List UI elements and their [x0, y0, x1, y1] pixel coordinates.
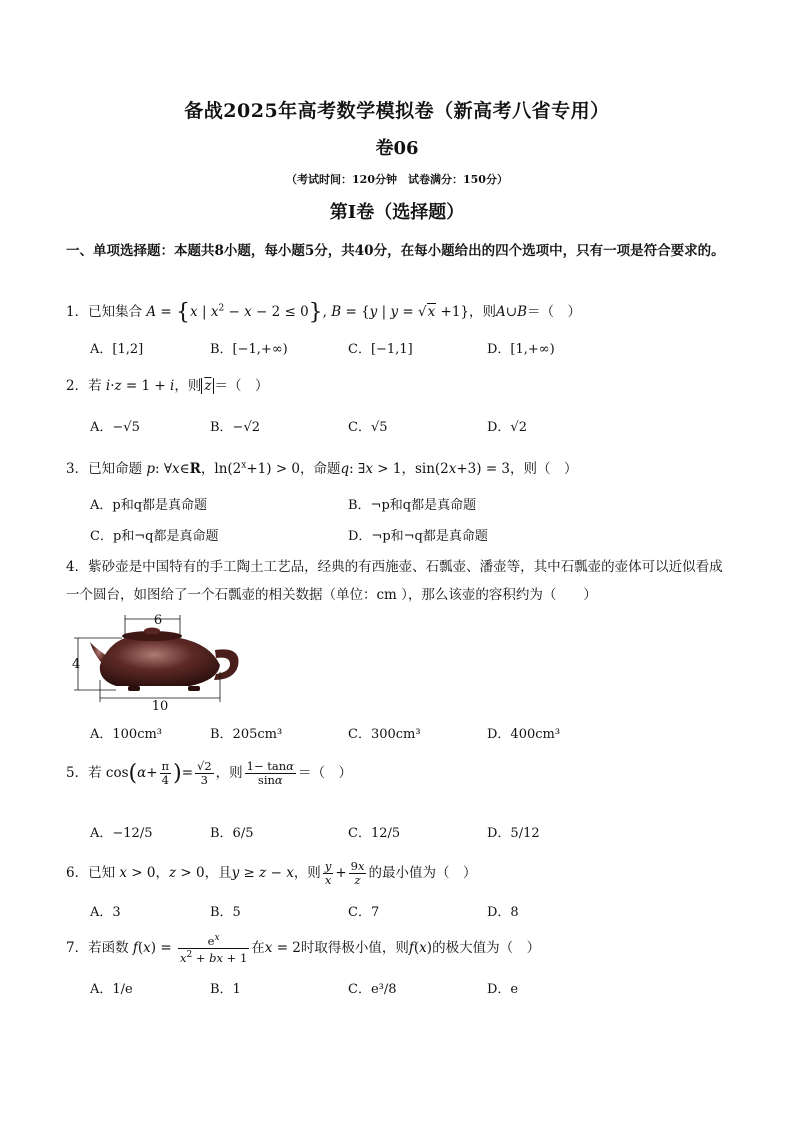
question-stem: 若函数 — [88, 939, 129, 956]
option-a: A．100cm³ — [90, 727, 163, 742]
option-d: D．[1,+∞) — [487, 342, 555, 357]
question-stem: 紫砂壶是中国特有的手工陶土工艺品，经典的有西施壶、石瓢壶、潘壶等，其中石瓢壶的壶体可以近似看成一个圆台，如图给了一个石瓢壶的相关数据（单位：cm ），那么该壶的容积约为（ ） — [66, 559, 723, 603]
teapot-foot — [128, 686, 140, 691]
option-d: D．¬p和¬q都是真命题 — [348, 529, 488, 544]
option-c: C．e³/8 — [348, 982, 397, 997]
question-2: 2．若 i·z = 1 + i，则 $\overline{z}$ ＝（ ） — [66, 378, 269, 394]
option-c: C．300cm³ — [348, 727, 421, 742]
option-b: B．1 — [210, 982, 241, 997]
question-number: 2． — [66, 378, 89, 394]
teapot-knob — [144, 628, 160, 635]
question-stem: 的极大值为（ ） — [432, 939, 541, 956]
question-7: 7．若函数 f(x) = $\frac{e^x}{x^2 + bx + 1}$ 在x = 2时取得极小值，则f(x)的极大值为（ ） — [66, 933, 541, 965]
option-c: C．p和¬q都是真命题 — [90, 529, 219, 544]
exam-title: 备战2025年高考数学模拟卷（新高考八省专用） — [184, 100, 610, 122]
question-stem: 若 — [88, 765, 102, 781]
teapot-figure — [70, 610, 250, 712]
question-stem: 已知 — [88, 865, 116, 881]
question-stem: 已知命题 — [88, 461, 143, 477]
part-title: 第I卷（选择题） — [329, 202, 465, 223]
question-stem: ＝（ ） — [297, 765, 352, 781]
option-d: D．5/12 — [487, 826, 540, 841]
teapot-body — [100, 638, 220, 686]
option-a: A．−√5 — [90, 420, 140, 435]
option-c: C．[−1,1] — [348, 342, 413, 357]
option-b: B．5 — [210, 905, 241, 920]
option-d: D．8 — [487, 905, 519, 920]
option-b: B．¬p和q都是真命题 — [348, 498, 477, 513]
question-stem: ，命题 — [300, 461, 341, 477]
formula: i — [105, 378, 111, 394]
option-a: A．3 — [90, 905, 121, 920]
option-d: D．√2 — [487, 420, 527, 435]
question-stem: ＝（ ） — [526, 304, 581, 320]
question-6: 6．已知 x > 0，z > 0，且y ≥ z − x，则 $\frac{y}{x}$ + $\frac{9x}{z}$ 的最小值为（ ） — [66, 859, 477, 887]
exam-subtitle: 卷06 — [375, 138, 419, 159]
question-stem: ，则 — [215, 765, 243, 781]
teapot-foot — [188, 686, 200, 691]
question-stem: 若 — [88, 378, 102, 394]
question-number: 1． — [66, 304, 89, 320]
question-stem: ，则 — [174, 378, 202, 394]
question-number: 7． — [66, 939, 89, 956]
question-number: 6． — [66, 865, 89, 881]
option-b: B．6/5 — [210, 826, 254, 841]
option-b: B．[−1,+∞) — [210, 342, 288, 357]
section-instruction: 一、单项选择题：本题共8小题，每小题5分，共40分，在每小题给出的四个选项中，只有一项是符合要求的。 — [66, 243, 725, 259]
question-stem: 的最小值为（ ） — [368, 865, 477, 881]
option-b: B．205cm³ — [210, 727, 283, 742]
question-4 — [66, 553, 730, 609]
formula: A — [146, 304, 157, 320]
option-c: C．7 — [348, 905, 380, 920]
question-stem: ＝（ ） — [214, 378, 269, 394]
question-stem: 时取得极小值，则 — [300, 939, 409, 956]
option-c: C．√5 — [348, 420, 388, 435]
exam-info: （考试时间：120分钟 试卷满分：150分） — [286, 173, 508, 186]
option-a: A．1/e — [90, 982, 133, 997]
question-number: 3． — [66, 461, 89, 477]
option-a: A．[1,2] — [90, 342, 144, 357]
option-c: C．12/5 — [348, 826, 401, 841]
question-stem: 在 — [251, 939, 265, 956]
option-a: A．p和q都是真命题 — [90, 498, 208, 513]
question-stem: ，则 — [469, 304, 496, 320]
dim-label-bottom: 10 — [151, 699, 169, 712]
dim-label-top: 6 — [153, 613, 163, 628]
option-d: D．400cm³ — [487, 727, 561, 742]
question-number: 5． — [66, 765, 89, 781]
option-a: A．−12/5 — [90, 826, 153, 841]
question-number: 4． — [66, 559, 89, 575]
question-stem: 已知集合 — [88, 304, 143, 320]
dim-label-left: 4 — [72, 657, 81, 672]
question-3: 3．已知命题 p: ∀x∈R，$\ln(2^x+1) > 0$，命题q: ∃x > 1，sin(2x+3) = 3，则（ ） — [66, 460, 578, 477]
question-stem: ，则（ ） — [510, 461, 578, 477]
question-1: 1．已知集合 A = {x | $x^2 - x - 2 \le 0$}, B = {y | y = √x +1}，则A∪B＝（ ） — [66, 300, 581, 325]
question-5: 5．若 cos(α+ $\frac{\pi}{4}$ )= $\frac{√2}{3}$ ，则 $\frac{1- \tan\alpha}{\sin\alpha}$ ＝（ ） — [66, 759, 352, 787]
option-d: D．e — [487, 982, 519, 997]
option-b: B．−√2 — [210, 420, 261, 435]
